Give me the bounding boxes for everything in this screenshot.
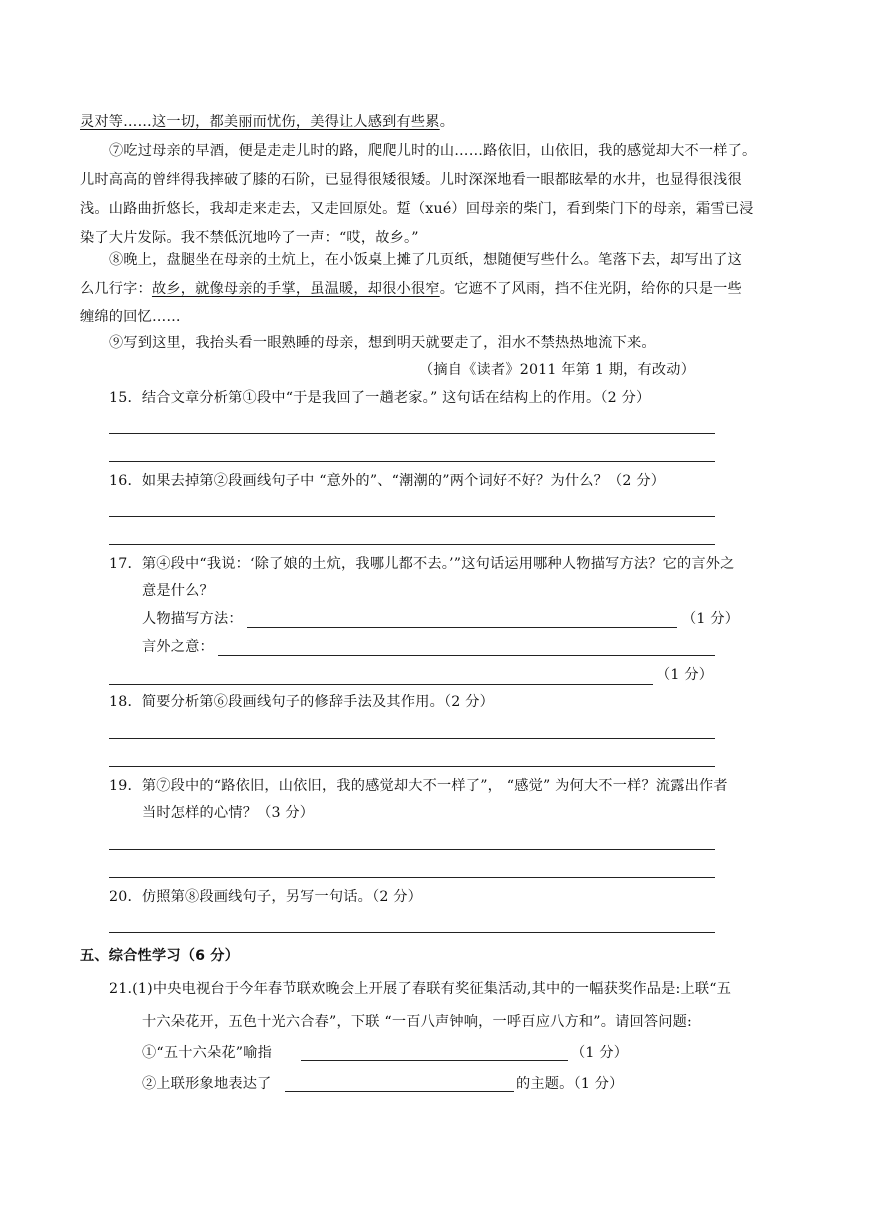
question-15: 15．结合文章分析第①段中“于是我回了一趟老家。” 这句话在结构上的作用。（2 分） — [109, 390, 651, 406]
q17-meaning-label: 言外之意： — [142, 639, 214, 655]
answer-line-21-2[interactable] — [285, 1091, 514, 1092]
answer-line-20[interactable] — [109, 932, 715, 933]
passage-p7-line-4: 染了大片发际。我不禁低沉地吟了一声：“哎，故乡。” — [80, 230, 419, 246]
question-19-line-1: 19．第⑦段中的“路依旧，山依旧，我的感觉却大不一样了”， “感觉” 为何大不一样？流露出作者 — [109, 778, 728, 794]
passage-line-0: 灵对等……这一切，都美丽而忧伤，美得让人感到有些累。 — [80, 114, 455, 130]
passage-p7-line-3: 浅。山路曲折悠长，我却走来走去，又走回原处。踅（xué）回母亲的柴门，看到柴门下的母亲，霜雪已浸 — [80, 201, 754, 217]
answer-line-18a[interactable] — [109, 738, 715, 739]
q21-sub1-label: ①“五十六朵花”喻指 — [142, 1045, 273, 1061]
question-21-line-2: 十六朵花开，五色十光六合春”，下联 “一百八声钟响，一呼百应八方和”。请回答问题: — [142, 1014, 693, 1030]
underlined-sentence: 故乡，就像母亲的手掌，虽温暖，却很小很窄 — [151, 281, 440, 297]
question-18: 18．简要分析第⑥段画线句子的修辞手法及其作用。（2 分） — [109, 694, 494, 710]
passage-p7-line-2: 儿时高高的曾绊得我摔破了膝的石阶，已显得很矮很矮。儿时深深地看一眼都眩晕的水井，也显得很浅很 — [80, 172, 742, 188]
q21-sub2-post: 的主题。（1 分） — [516, 1076, 624, 1092]
q21-sub2-label: ②上联形象地表达了 — [142, 1076, 272, 1092]
answer-line-19b[interactable] — [109, 877, 715, 878]
answer-line-17-method[interactable] — [247, 627, 677, 628]
passage-p7-line-1: ⑦吃过母亲的早酒，便是走走儿时的路，爬爬儿时的山……路依旧，山依旧，我的感觉却大不一样了。 — [109, 143, 757, 159]
passage-p8-line-1: ⑧晚上，盘腿坐在母亲的土炕上，在小饭桌上摊了几页纸，想随便写些什么。笔落下去，却写出了这 — [109, 252, 743, 268]
question-17-line-2: 意是什么？ — [142, 583, 214, 599]
passage-p8-line-2: 么几行字：故乡，就像母亲的手掌，虽温暖，却很小很窄。它遮不了风雨，挡不住光阴，给你的只是一些 — [80, 281, 742, 297]
answer-line-19a[interactable] — [109, 849, 715, 850]
question-21-line-1: 21.(1)中央电视台于今年春节联欢晚会上开展了春联有奖征集活动,其中的一幅获奖作品是:上联“五 — [109, 981, 732, 997]
answer-line-21-1[interactable] — [301, 1060, 568, 1061]
answer-line-15a[interactable] — [109, 433, 715, 434]
q17-meaning-score: （1 分） — [656, 667, 714, 683]
q17-method-label: 人物描写方法： — [142, 611, 243, 627]
answer-line-16a[interactable] — [109, 516, 715, 517]
underlined-sentence: 灵对等……这一切，都美丽而忧伤，美得让人感到有些累 — [80, 114, 440, 130]
q17-method-score: （1 分） — [682, 611, 740, 627]
q21-sub1-score: （1 分） — [571, 1045, 629, 1061]
passage-p8-line-3: 缠绵的回忆…… — [80, 309, 181, 325]
question-20: 20．仿照第⑧段画线句子，另写一句话。（2 分） — [109, 889, 423, 905]
passage-p9: ⑨写到这里，我抬头看一眼熟睡的母亲，想到明天就要走了，泪水不禁热热地流下来。 — [109, 335, 656, 351]
question-16: 16．如果去掉第②段画线句子中 “意外的”、“潮潮的”两个词好不好？为什么？（2 分） — [109, 473, 666, 489]
question-19-line-2: 当时怎样的心情？（3 分） — [142, 805, 315, 821]
answer-line-18b[interactable] — [109, 766, 715, 767]
passage-source: （摘自《读者》2011 年第 1 期，有改动） — [419, 362, 696, 378]
answer-line-15b[interactable] — [109, 461, 715, 462]
question-17-line-1: 17．第④段中“我说：‘除了娘的土炕，我哪儿都不去。’”这句话运用哪种人物描写方法？它的言外之 — [109, 556, 735, 572]
answer-line-17-meaning-a[interactable] — [218, 655, 715, 656]
answer-line-16b[interactable] — [109, 544, 715, 545]
answer-line-17-meaning-b[interactable] — [109, 684, 653, 685]
section-5-heading: 五、综合性学习（6 分） — [80, 948, 240, 964]
